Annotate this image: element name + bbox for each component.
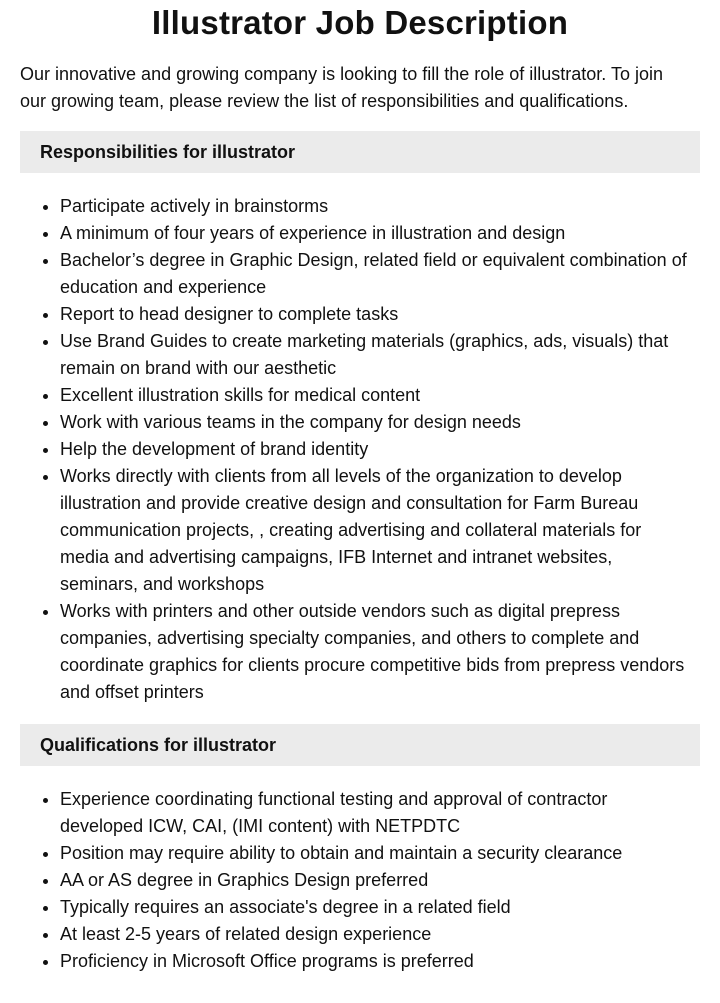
list-item: • A minimum of four years of experience in illustration and design — [60, 220, 700, 247]
list-item: • AA or AS degree in Graphics Design preferred — [60, 867, 700, 894]
list-item: • Typically requires an associate's degree in a related field — [60, 894, 700, 921]
list-item: • Use Brand Guides to create marketing materials (graphics, ads, visuals) that remain on brand with our aesthetic — [60, 328, 700, 382]
list-item: • Position may require ability to obtain and maintain a security clearance — [60, 840, 700, 867]
page-title: Illustrator Job Description — [151, 4, 569, 41]
list-item: • Proficiency in Microsoft Office programs is preferred — [60, 948, 700, 975]
list-item: • Work with various teams in the company for design needs — [60, 409, 700, 436]
list-item: • Bachelor’s degree in Graphic Design, related field or equivalent combination of education and experience — [60, 247, 700, 301]
list-item: • Works with printers and other outside vendors such as digital prepress companies, advertising specialty companies, and others to complete and coordinate graphics for clients procure competitive bids from prepress vendors and offset printers — [60, 598, 700, 706]
list-item: • At least 2-5 years of related design experience — [60, 921, 700, 948]
qualifications-header: Qualifications for illustrator — [20, 724, 700, 766]
responsibilities-header: Responsibilities for illustrator — [20, 131, 700, 173]
qualifications-list — [20, 786, 700, 975]
responsibilities-list — [20, 193, 700, 706]
list-item: • Excellent illustration skills for medical content — [60, 382, 700, 409]
list-item: • Works directly with clients from all levels of the organization to develop illustration and provide creative design and consultation for Farm Bureau communication projects, , creating advertising and collateral materials for media and advertising campaigns, IFB Internet and intranet websites, seminars, and workshops — [60, 463, 700, 598]
list-item: • Participate actively in brainstorms — [60, 193, 700, 220]
list-item: • Experience coordinating functional testing and approval of contractor developed ICW, CAI, (IMI content) with NETPDTC — [60, 786, 700, 840]
list-item: • Report to head designer to complete tasks — [60, 301, 700, 328]
list-item: • Help the development of brand identity — [60, 436, 700, 463]
intro-paragraph: Our innovative and growing company is looking to fill the role of illustrator. To join our growing team, please review the list of responsibilities and qualifications. — [20, 64, 664, 111]
